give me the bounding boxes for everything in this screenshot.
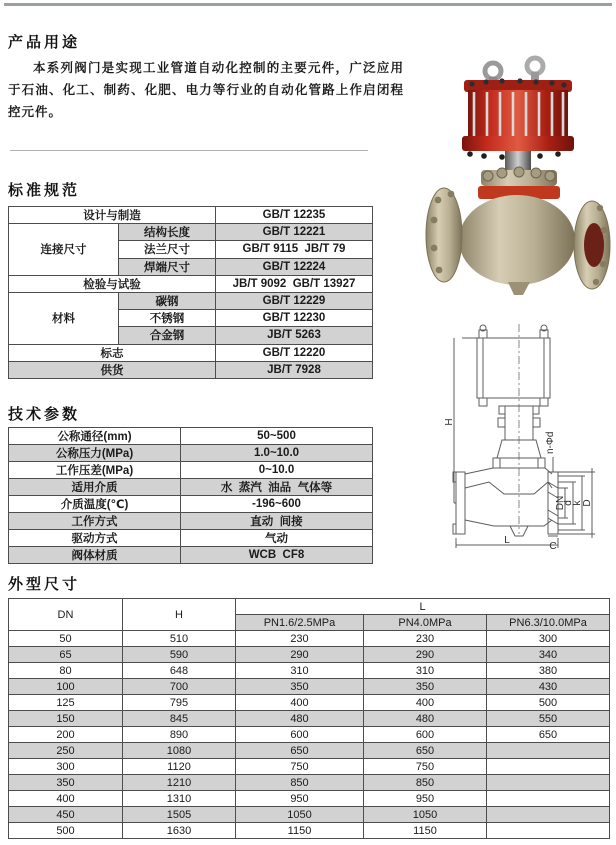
spec-value-cell: GB/T 12229: [216, 292, 373, 309]
table-row: [9, 513, 373, 530]
spec-label-cell: 不锈钢: [119, 310, 216, 327]
dim-cell: 850: [364, 775, 487, 791]
table-row: [9, 759, 610, 775]
spec-value-cell: JB/T 7928: [216, 361, 373, 378]
col-header-dn: DN: [9, 599, 123, 631]
dim-cell: 1120: [123, 759, 236, 775]
dim-cell: 350: [236, 679, 364, 695]
param-value-cell: 水 蒸汽 油品 气体等: [181, 479, 373, 496]
dim-cell: 1210: [123, 775, 236, 791]
dim-cell: 1150: [364, 823, 487, 839]
dim-cell: 80: [9, 663, 123, 679]
dim-cell: 350: [9, 775, 123, 791]
dim-cell: 400: [364, 695, 487, 711]
param-label-cell: 适用介质: [9, 479, 181, 496]
dim-cell: [487, 807, 610, 823]
table-row: [9, 428, 373, 445]
param-value-cell: 0~10.0: [181, 462, 373, 479]
dim-cell: 150: [9, 711, 123, 727]
section-title-tech-params: 技术参数: [8, 406, 81, 423]
table-row: [9, 807, 610, 823]
spec-group-cell: 连接尺寸: [9, 224, 119, 276]
dim-cell: 750: [364, 759, 487, 775]
dim-cell: 200: [9, 727, 123, 743]
param-label-cell: 驱动方式: [9, 530, 181, 547]
dim-cell: 480: [364, 711, 487, 727]
table-row: [9, 275, 373, 292]
dim-cell: 450: [9, 807, 123, 823]
dim-cell: [487, 775, 610, 791]
dim-cell: [487, 823, 610, 839]
dim-cell: 1310: [123, 791, 236, 807]
dim-label-d-small: d: [563, 500, 574, 506]
dim-cell: 310: [236, 663, 364, 679]
spec-label-cell: 焊端尺寸: [119, 258, 216, 275]
dim-cell: 350: [364, 679, 487, 695]
table-row: [9, 647, 610, 663]
spec-value-cell: GB/T 12235: [216, 207, 373, 224]
dim-label-k: k: [572, 500, 583, 506]
param-label-cell: 工作压差(MPa): [9, 462, 181, 479]
spec-value-cell: JB/T 5263: [216, 327, 373, 344]
param-value-cell: -196~600: [181, 496, 373, 513]
actuator-cylinder: [462, 78, 574, 159]
col-header-h: H: [123, 599, 236, 631]
dim-cell: 1630: [123, 823, 236, 839]
dim-cell: 890: [123, 727, 236, 743]
dim-cell: [487, 743, 610, 759]
dim-label-n-phi-d: n-Φd: [545, 431, 556, 454]
dim-cell: 1505: [123, 807, 236, 823]
spec-label-cell: 设计与制造: [9, 207, 216, 224]
table-row: [9, 530, 373, 547]
table-row: [9, 743, 610, 759]
spec-value-cell: GB/T 12221: [216, 224, 373, 241]
section-title-standards: 标准规范: [8, 182, 81, 199]
param-value-cell: WCB CF8: [181, 547, 373, 564]
spec-label-cell: 标志: [9, 344, 216, 361]
dim-cell: 250: [9, 743, 123, 759]
table-row: [9, 207, 373, 224]
valve-product-photo: [424, 42, 614, 297]
spec-label-cell: 合金钢: [119, 327, 216, 344]
section-title-dimensions: 外型尺寸: [8, 576, 81, 593]
dim-cell: 400: [9, 791, 123, 807]
dim-cell: 100: [9, 679, 123, 695]
table-row: [9, 631, 610, 647]
table-row: [9, 344, 373, 361]
table-row: [9, 679, 610, 695]
dim-cell: 590: [123, 647, 236, 663]
param-label-cell: 公称压力(MPa): [9, 445, 181, 462]
spec-value-cell: GB/T 12220: [216, 344, 373, 361]
product-use-paragraph: 本系列阀门是实现工业管道自动化控制的主要元件，广泛应用于石油、化工、制药、化肥、电力等行业的自动化管路上作启闭程控元件。: [8, 61, 404, 119]
dim-cell: 400: [236, 695, 364, 711]
dim-label-c: C: [549, 541, 557, 552]
col-header-l: L: [236, 599, 610, 615]
spec-value-cell: GB/T 12224: [216, 258, 373, 275]
col-subheader-pn1: PN1.6/2.5MPa: [236, 615, 364, 631]
dim-cell: 700: [123, 679, 236, 695]
dim-cell: 230: [364, 631, 487, 647]
dim-cell: 50: [9, 631, 123, 647]
standards-table: [8, 206, 373, 379]
table-row: [9, 711, 610, 727]
dim-cell: 290: [364, 647, 487, 663]
dim-cell: 480: [236, 711, 364, 727]
section-title-product-use: 产品用途: [8, 34, 81, 51]
dim-cell: 290: [236, 647, 364, 663]
table-row: [9, 775, 610, 791]
table-row: [9, 823, 610, 839]
table-row: [9, 292, 373, 309]
dim-cell: [487, 759, 610, 775]
dim-cell: 300: [487, 631, 610, 647]
table-row: [9, 479, 373, 496]
spec-label-cell: 结构长度: [119, 224, 216, 241]
table-row: [9, 547, 373, 564]
dim-cell: 750: [236, 759, 364, 775]
valve-dimension-drawing: [444, 322, 616, 562]
paragraph-divider: [10, 150, 368, 151]
dim-cell: 1050: [364, 807, 487, 823]
dim-cell: 380: [487, 663, 610, 679]
spec-label-cell: 碳钢: [119, 292, 216, 309]
dim-cell: 850: [236, 775, 364, 791]
table-row: [9, 224, 373, 241]
dim-cell: 1150: [236, 823, 364, 839]
table-row: [9, 695, 610, 711]
dim-cell: 845: [123, 711, 236, 727]
spec-value-cell: GB/T 12230: [216, 310, 373, 327]
param-label-cell: 介质温度(℃): [9, 496, 181, 513]
dim-label-h: H: [444, 418, 455, 426]
col-subheader-pn2: PN4.0MPa: [364, 615, 487, 631]
param-label-cell: 工作方式: [9, 513, 181, 530]
valve-body: [426, 188, 610, 295]
param-value-cell: 1.0~10.0: [181, 445, 373, 462]
dim-cell: 600: [364, 727, 487, 743]
dim-cell: 510: [123, 631, 236, 647]
table-row: [9, 462, 373, 479]
dim-cell: 230: [236, 631, 364, 647]
spec-group-cell: 材料: [9, 292, 119, 344]
dimensions-table: [8, 598, 610, 839]
dim-cell: 1080: [123, 743, 236, 759]
spec-label-cell: 供货: [9, 361, 216, 378]
dim-cell: 550: [487, 711, 610, 727]
param-value-cell: 直动 间接: [181, 513, 373, 530]
dim-label-l: L: [504, 535, 510, 546]
dim-cell: [487, 791, 610, 807]
top-divider: [4, 3, 612, 6]
table-row: [9, 791, 610, 807]
dim-cell: 648: [123, 663, 236, 679]
spec-label-cell: 法兰尺寸: [119, 241, 216, 258]
table-row: [9, 361, 373, 378]
dim-cell: 300: [9, 759, 123, 775]
dim-cell: 125: [9, 695, 123, 711]
table-row: [9, 445, 373, 462]
dim-cell: 430: [487, 679, 610, 695]
bonnet-flange: [478, 167, 560, 199]
table-header-row: [9, 599, 610, 615]
param-label-cell: 阀体材质: [9, 547, 181, 564]
tech-params-table: [8, 427, 373, 564]
col-subheader-pn3: PN6.3/10.0MPa: [487, 615, 610, 631]
dim-cell: 1050: [236, 807, 364, 823]
param-value-cell: 气动: [181, 530, 373, 547]
dim-cell: 795: [123, 695, 236, 711]
dim-cell: 650: [236, 743, 364, 759]
dim-cell: 65: [9, 647, 123, 663]
table-row: [9, 496, 373, 513]
dim-cell: 600: [236, 727, 364, 743]
param-label-cell: 公称通径(mm): [9, 428, 181, 445]
spec-value-cell: JB/T 9092 GB/T 13927: [216, 275, 373, 292]
table-row: [9, 727, 610, 743]
dim-cell: 650: [487, 727, 610, 743]
dim-label-d-big: D: [582, 499, 593, 507]
spec-value-cell: GB/T 9115 JB/T 79: [216, 241, 373, 258]
table-row: [9, 663, 610, 679]
dim-cell: 500: [487, 695, 610, 711]
dim-cell: 340: [487, 647, 610, 663]
dim-cell: 650: [364, 743, 487, 759]
dim-cell: 310: [364, 663, 487, 679]
param-value-cell: 50~500: [181, 428, 373, 445]
spec-label-cell: 检验与试验: [9, 275, 216, 292]
dim-cell: 950: [236, 791, 364, 807]
dim-cell: 950: [364, 791, 487, 807]
dim-label-dn: DN: [555, 495, 566, 511]
dim-cell: 500: [9, 823, 123, 839]
